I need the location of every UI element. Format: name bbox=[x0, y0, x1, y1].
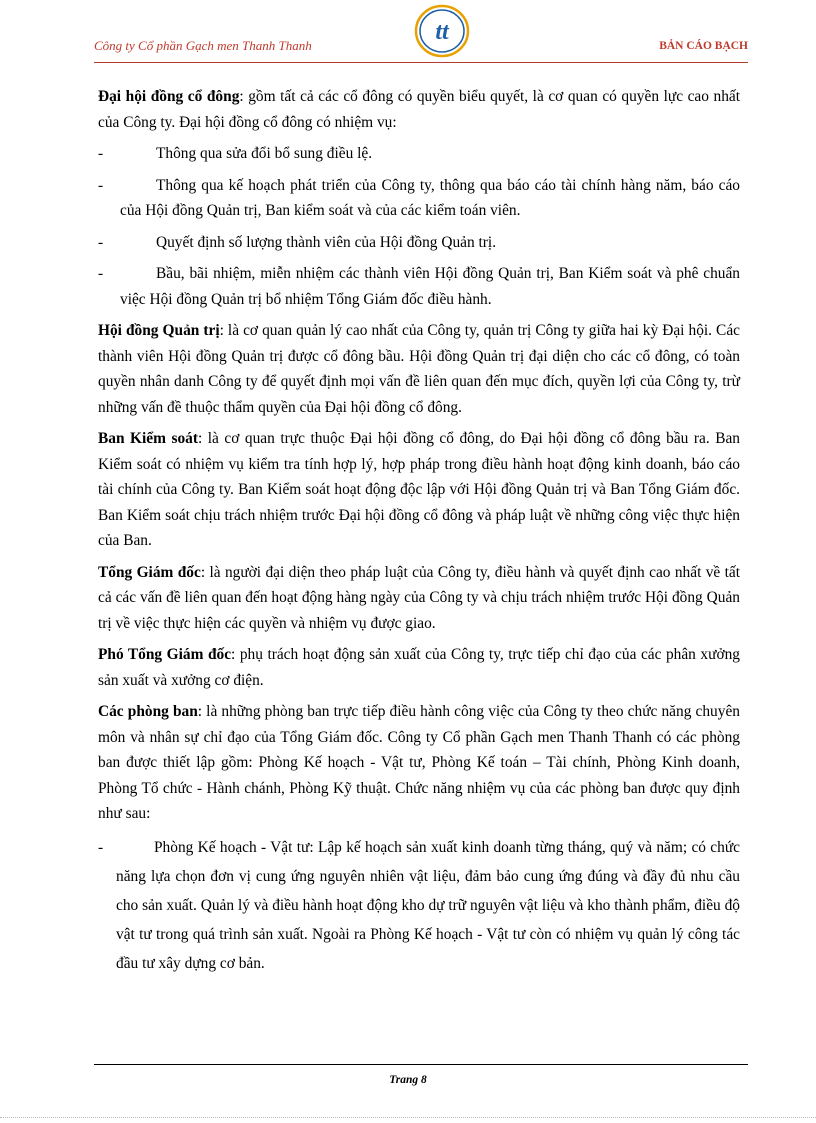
paragraph-deputy-director: Phó Tổng Giám đốc: phụ trách hoạt động sản xuất của Công ty, trực tiếp chỉ đạo của các phân xưởng sản xuất và xưởng cơ điện. bbox=[98, 646, 740, 689]
paragraph-general-director: Tổng Giám đốc: là người đại diện theo pháp luật của Công ty, điều hành và quyết định cao nhất về tất cả các vấn đề liên quan đến hoạt động hàng ngày của Công ty và chịu trách nhiệm trước Hội đồng Quản trị về việc thực hiện các quyền và nhiệm vụ được giao. bbox=[98, 563, 740, 632]
list-item: - Quyết định số lượng thành viên của Hội đồng Quản trị. bbox=[98, 233, 497, 251]
footer-divider bbox=[94, 1064, 748, 1065]
document-body bbox=[98, 84, 740, 978]
term-departments: Các phòng ban bbox=[98, 703, 198, 720]
term-shareholders-meeting: Đại hội đồng cổ đông bbox=[98, 88, 240, 105]
company-logo bbox=[414, 4, 470, 58]
paragraph-shareholders-meeting: Đại hội đồng cổ đông: gồm tất cả các cổ đông có quyền biểu quyết, là cơ quan có quyền lực cao nhất của Công ty. Đại hội đồng cổ đông có nhiệm vụ: bbox=[98, 88, 740, 131]
term-supervisory-board: Ban Kiểm soát bbox=[98, 430, 198, 447]
company-name: Công ty Cổ phần Gạch men Thanh Thanh bbox=[94, 38, 312, 53]
paragraph-departments: Các phòng ban: là những phòng ban trực tiếp điều hành công việc của Công ty theo chức năng chuyên môn và nhân sự chỉ đạo của Tổng Giám đốc. Công ty Cổ phần Gạch men Thanh Thanh có các phòng ban được thiết lập gồm: Phòng Kế hoạch - Vật tư, Phòng Kế toán – Tài chính, Phòng Kinh doanh, Phòng Tổ chức - Hành chánh, Phòng Kỹ thuật. Chức năng nhiệm vụ của các phòng ban được quy định như sau: bbox=[98, 703, 740, 822]
paragraph-supervisory-board: Ban Kiểm soát: là cơ quan trực thuộc Đại hội đồng cổ đông, do Đại hội đồng cổ đông bầu ra. Ban Kiểm soát có nhiệm vụ kiểm tra tính hợp lý, hợp pháp trong điều hành hoạt động kinh doanh, báo cáo tài chính của Công ty. Ban Kiểm soát hoạt động độc lập với Hội đồng Quản trị và Ban Tổng Giám đốc. Ban Kiểm soát chịu trách nhiệm trước Đại hội đồng cổ đông và pháp luật về những công việc thực hiện của Ban. bbox=[98, 430, 741, 549]
logo-text: tt bbox=[435, 19, 449, 45]
list-item: - Thông qua kế hoạch phát triển của Công ty, thông qua báo cáo tài chính hàng năm, báo cáo của Hội đồng Quản trị, Ban kiểm soát và của các kiểm toán viên. bbox=[98, 176, 740, 219]
page-number: Trang 8 bbox=[389, 1074, 427, 1086]
term-board-of-directors: Hội đồng Quản trị bbox=[98, 322, 220, 339]
list-item: - Bầu, bãi nhiệm, miễn nhiệm các thành viên Hội đồng Quản trị, Ban Kiểm soát và phê chuẩn việc Hội đồng Quản trị bổ nhiệm Tổng Giám đốc điều hành. bbox=[98, 265, 740, 308]
term-deputy-director: Phó Tổng Giám đốc bbox=[98, 646, 232, 663]
list-item: - Phòng Kế hoạch - Vật tư: Lập kế hoạch sản xuất kinh doanh từng tháng, quý và năm; có chức năng lựa chọn đơn vị cung ứng nguyên nhiên vật liệu, đảm bảo cung ứng đúng và đầy đủ nhu cầu cho sản xuất. Quản lý và điều hành hoạt động kho dự trữ nguyên vật liệu và kho thành phẩm, điều độ vật tư trong quá trình sản xuất. Ngoài ra Phòng Kế hoạch - Vật tư còn có nhiệm vụ quản lý công tác đầu tư xây dựng cơ bản. bbox=[98, 838, 740, 972]
term-general-director: Tổng Giám đốc bbox=[98, 563, 201, 581]
document-title: BẢN CÁO BẠCH bbox=[659, 40, 748, 52]
page-bottom-border bbox=[0, 1117, 816, 1118]
list-item: - Thông qua sửa đổi bổ sung điều lệ. bbox=[98, 145, 373, 162]
page-header bbox=[94, 0, 748, 66]
header-divider bbox=[94, 62, 748, 63]
paragraph-board-of-directors: Hội đồng Quản trị: là cơ quan quản lý cao nhất của Công ty, quản trị Công ty giữa hai kỳ Đại hội. Các thành viên Hội đồng Quản trị được cổ đông bầu. Hội đồng Quản trị đại diện cho các cổ đông, có toàn quyền nhân danh Công ty để quyết định mọi vấn đề liên quan đến mục đích, quyền lợi của Công ty, trừ những vấn đề thuộc thẩm quyền của Đại hội đồng cổ đông. bbox=[98, 322, 740, 416]
